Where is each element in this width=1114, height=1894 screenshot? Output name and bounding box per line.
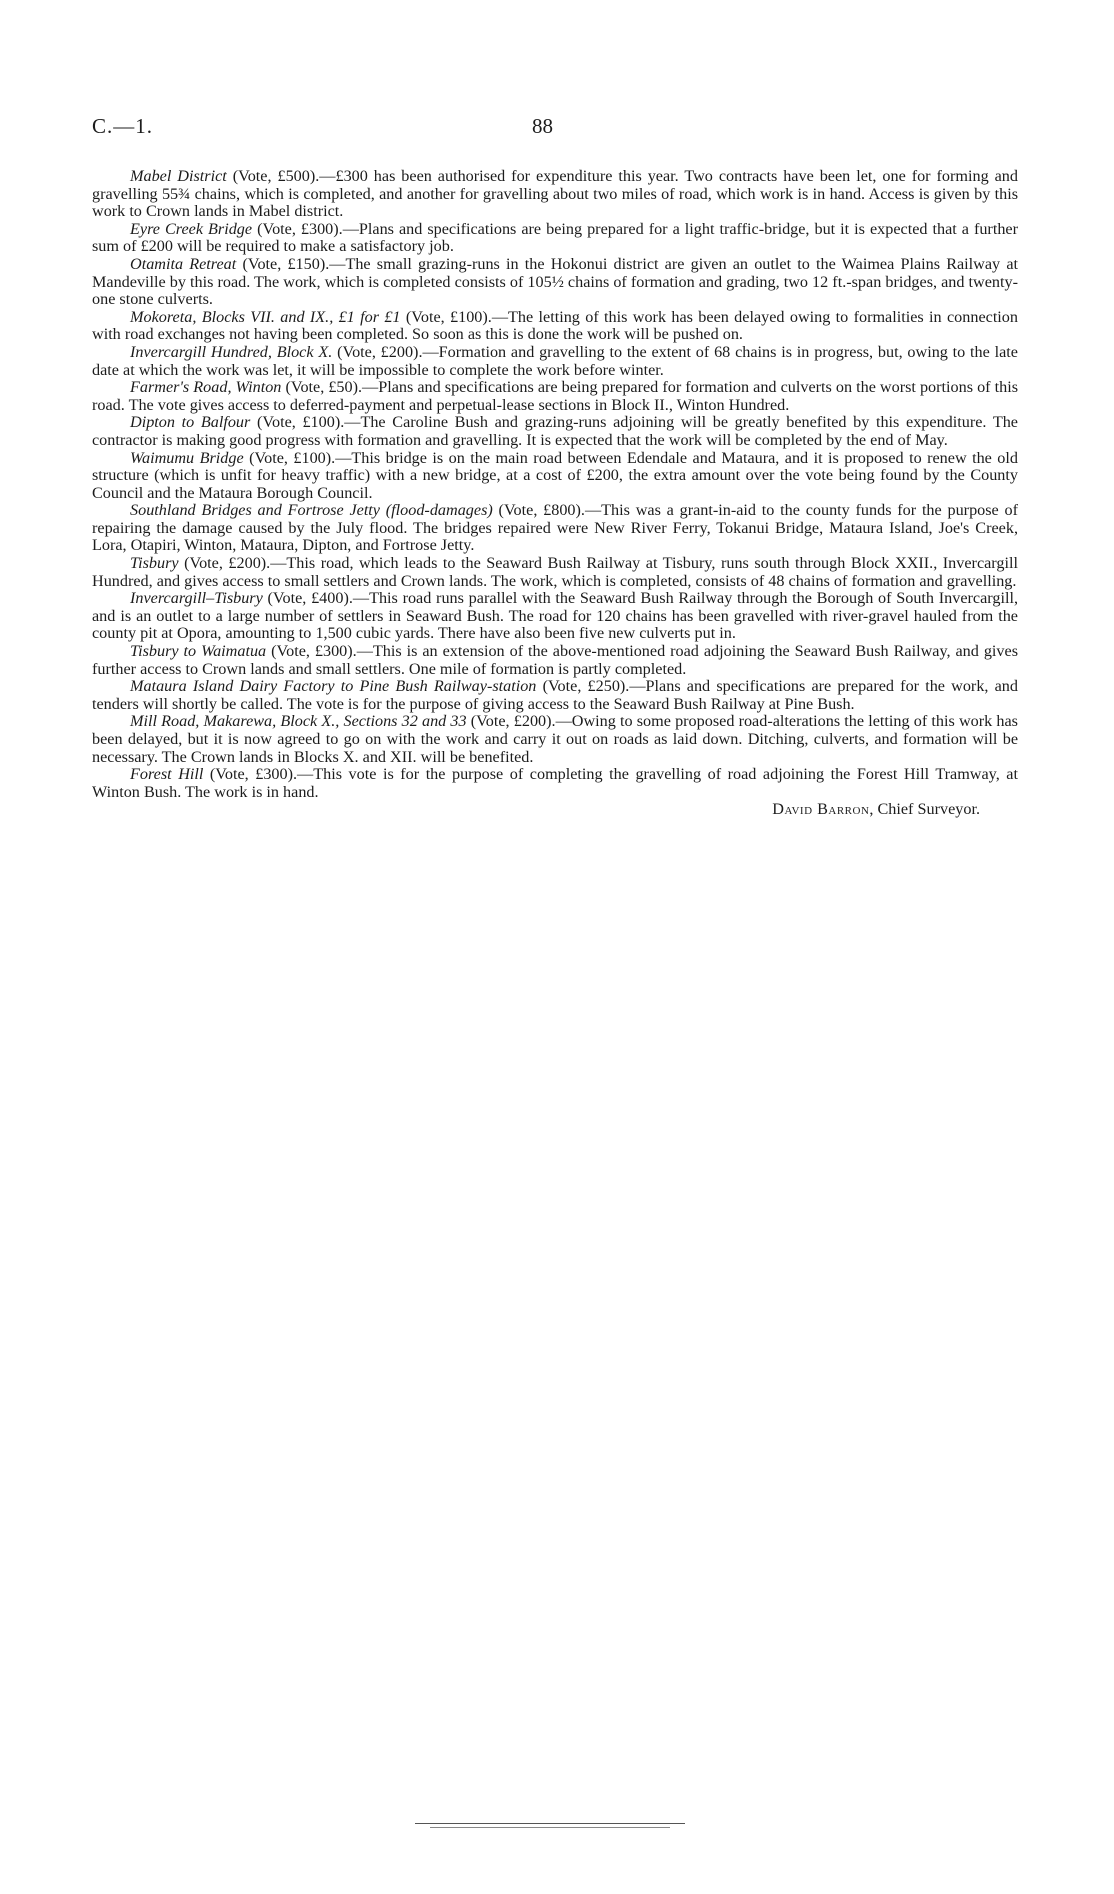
paragraph-title: Mokoreta, Blocks VII. and IX., £1 for £1 <box>130 307 401 326</box>
paragraph-text: (Vote, £300).—Plans and specifications are being prepared for a light traffic-bridge, but it is expected that a further sum of £200 will be required to make a satisfactory job. <box>92 219 1018 256</box>
paragraph-title: Mill Road, Makarewa, Block X., Sections 32 and 33 <box>130 712 467 731</box>
paragraph-title: Southland Bridges and Fortrose Jetty (flood-damages) <box>130 501 493 520</box>
paragraph-text: (Vote, £500).—£300 has been authorised for expenditure this year. Two contracts have been let, one for forming and gravelling 55¾ chains, which is completed, and another for gravelling about two miles of road, which work is in hand. Access is given by this work to Crown lands in Mabel district. <box>92 167 1018 221</box>
paragraph-text: (Vote, £100).—The letting of this work has been delayed owing to formalities in connection with road exchanges not having been completed. So soon as this is done the work will be pushed on. <box>92 307 1018 344</box>
paragraph-title: Waimumu Bridge <box>130 448 244 467</box>
paragraph-text: (Vote, £200).—Formation and gravelling to the extent of 68 chains is in progress, but, owing to the late date at which the work was let, it will be impossible to complete the work before winter. <box>92 342 1018 379</box>
paragraph-invercargill-tisbury <box>92 590 1018 643</box>
paragraph-eyre-creek-bridge <box>92 221 1018 256</box>
paragraph-dipton-to-balfour <box>92 414 1018 449</box>
paragraph-tisbury <box>92 555 1018 590</box>
paragraph-text: (Vote, £250).—Plans and specifications are prepared for the work, and tenders will shortly be called. The vote is for the purpose of giving access to the Seaward Bush Railway at Pine Bush. <box>92 677 1018 713</box>
section-divider <box>415 1823 685 1824</box>
paragraph-mill-road <box>92 713 1018 766</box>
paragraph-text: (Vote, £50).—Plans and specifications are being prepared for formation and culverts on the worst portions of this road. The vote gives access to deferred-payment and perpetual-lease sections in Block II., Winton Hundred. <box>92 378 1018 414</box>
paragraph-title: Dipton to Balfour <box>130 413 251 432</box>
paragraph-title: Mabel District <box>130 167 227 185</box>
page-number: 88 <box>532 114 553 138</box>
paragraph-text: (Vote, £800).—This was a grant-in-aid to the county funds for the purpose of repairing the damage caused by the July flood. The bridges repaired were New River Ferry, Tokanui Bridge, Mataura Island, Joe's Creek, Lora, Otapiri, Winton, Mataura, Dipton, and Fortrose Jetty. <box>92 501 1019 555</box>
paragraph-farmers-road <box>92 379 1018 414</box>
paragraph-title: Forest Hill <box>130 765 204 784</box>
paragraph-text: (Vote, £100).—The Caroline Bush and grazing-runs adjoining will be greatly benefited by this expenditure. The contractor is making good progress with formation and gravelling. It is expected that the work will be completed by the end of May. <box>92 413 1018 449</box>
signature-name: David Barron <box>772 800 870 819</box>
paragraph-text: (Vote, £300).—This is an extension of the above-mentioned road adjoining the Seaward Bush Railway, and gives further access to Crown lands and small settlers. One mile of formation is partly completed. <box>92 642 1018 678</box>
paragraph-mataura-island <box>92 678 1018 713</box>
paragraph-forest-hill <box>92 766 1018 801</box>
paragraph-title: Eyre Creek Bridge <box>130 219 253 238</box>
paragraph-text: (Vote, £150).—The small grazing-runs in the Hokonui district are given an outlet to the Waimea Plains Railway at Mandeville by this road. The work, which is completed consists of 105½ chains of formation and grading, two 12 ft.-span bridges, and twenty-one stone culverts. <box>92 254 1018 309</box>
paragraph-text: (Vote, £400).—This road runs parallel with the Seaward Bush Railway through the Borough of South Invercargill, and is an outlet to a large number of settlers in Seaward Bush. The road for 120 chains has been gravelled with river-gravel hauled from the county pit at Opora, amounting to 1,500 cubic yards. There have also been five new culverts put in. <box>92 589 1018 643</box>
paragraph-tisbury-to-waimatua <box>92 643 1018 678</box>
paragraph-title: Farmer's Road, Winton <box>130 378 282 397</box>
paragraph-title: Tisbury to Waimatua <box>130 642 267 661</box>
report-body <box>92 168 1018 819</box>
paragraph-waimumu-bridge <box>92 450 1018 503</box>
page-header <box>92 114 1022 144</box>
paragraph-title: Invercargill Hundred, Block X. <box>130 342 333 361</box>
paragraph-invercargill-hundred <box>92 344 1018 379</box>
paragraph-title: Mataura Island Dairy Factory to Pine Bush Railway-station <box>130 677 537 696</box>
signature <box>92 801 1018 819</box>
paragraph-title: Tisbury <box>130 554 179 573</box>
paragraph-southland-bridges <box>92 502 1018 555</box>
paragraph-otamita-retreat <box>92 256 1018 309</box>
section-divider <box>430 1827 670 1828</box>
document-reference: C.—1. <box>92 114 154 138</box>
paragraph-title: Otamita Retreat <box>130 254 237 273</box>
paragraph-text: (Vote, £100).—This bridge is on the main road between Edendale and Mataura, and it is proposed to renew the old structure (which is unfit for heavy traffic) with a new bridge, at a cost of £200, the extra amount over the vote being found by the County Council and the Mataura Borough Council. <box>92 448 1018 502</box>
paragraph-mokoreta <box>92 309 1018 344</box>
paragraph-text: (Vote, £300).—This vote is for the purpose of completing the gravelling of road adjoining the Forest Hill Tramway, at Winton Bush. The work is in hand. <box>92 765 1018 801</box>
signature-role: , Chief Surveyor. <box>869 800 980 819</box>
paragraph-title: Invercargill–Tisbury <box>130 589 263 608</box>
paragraph-text: (Vote, £200).—This road, which leads to the Seaward Bush Railway at Tisbury, runs south through Block XXII., Invercargill Hundred, and gives access to small settlers and Crown lands. The work, which is completed, consists of 48 chains of formation and gravelling. <box>92 554 1018 590</box>
paragraph-text: (Vote, £200).—Owing to some proposed road-alterations the letting of this work has been delayed, but it is now agreed to go on with the work and carry it out on roads as laid down. Ditching, culverts, and formation will be necessary. The Crown lands in Blocks X. and XII. will be benefited. <box>92 712 1018 766</box>
paragraph-mabel-district <box>92 168 1018 221</box>
